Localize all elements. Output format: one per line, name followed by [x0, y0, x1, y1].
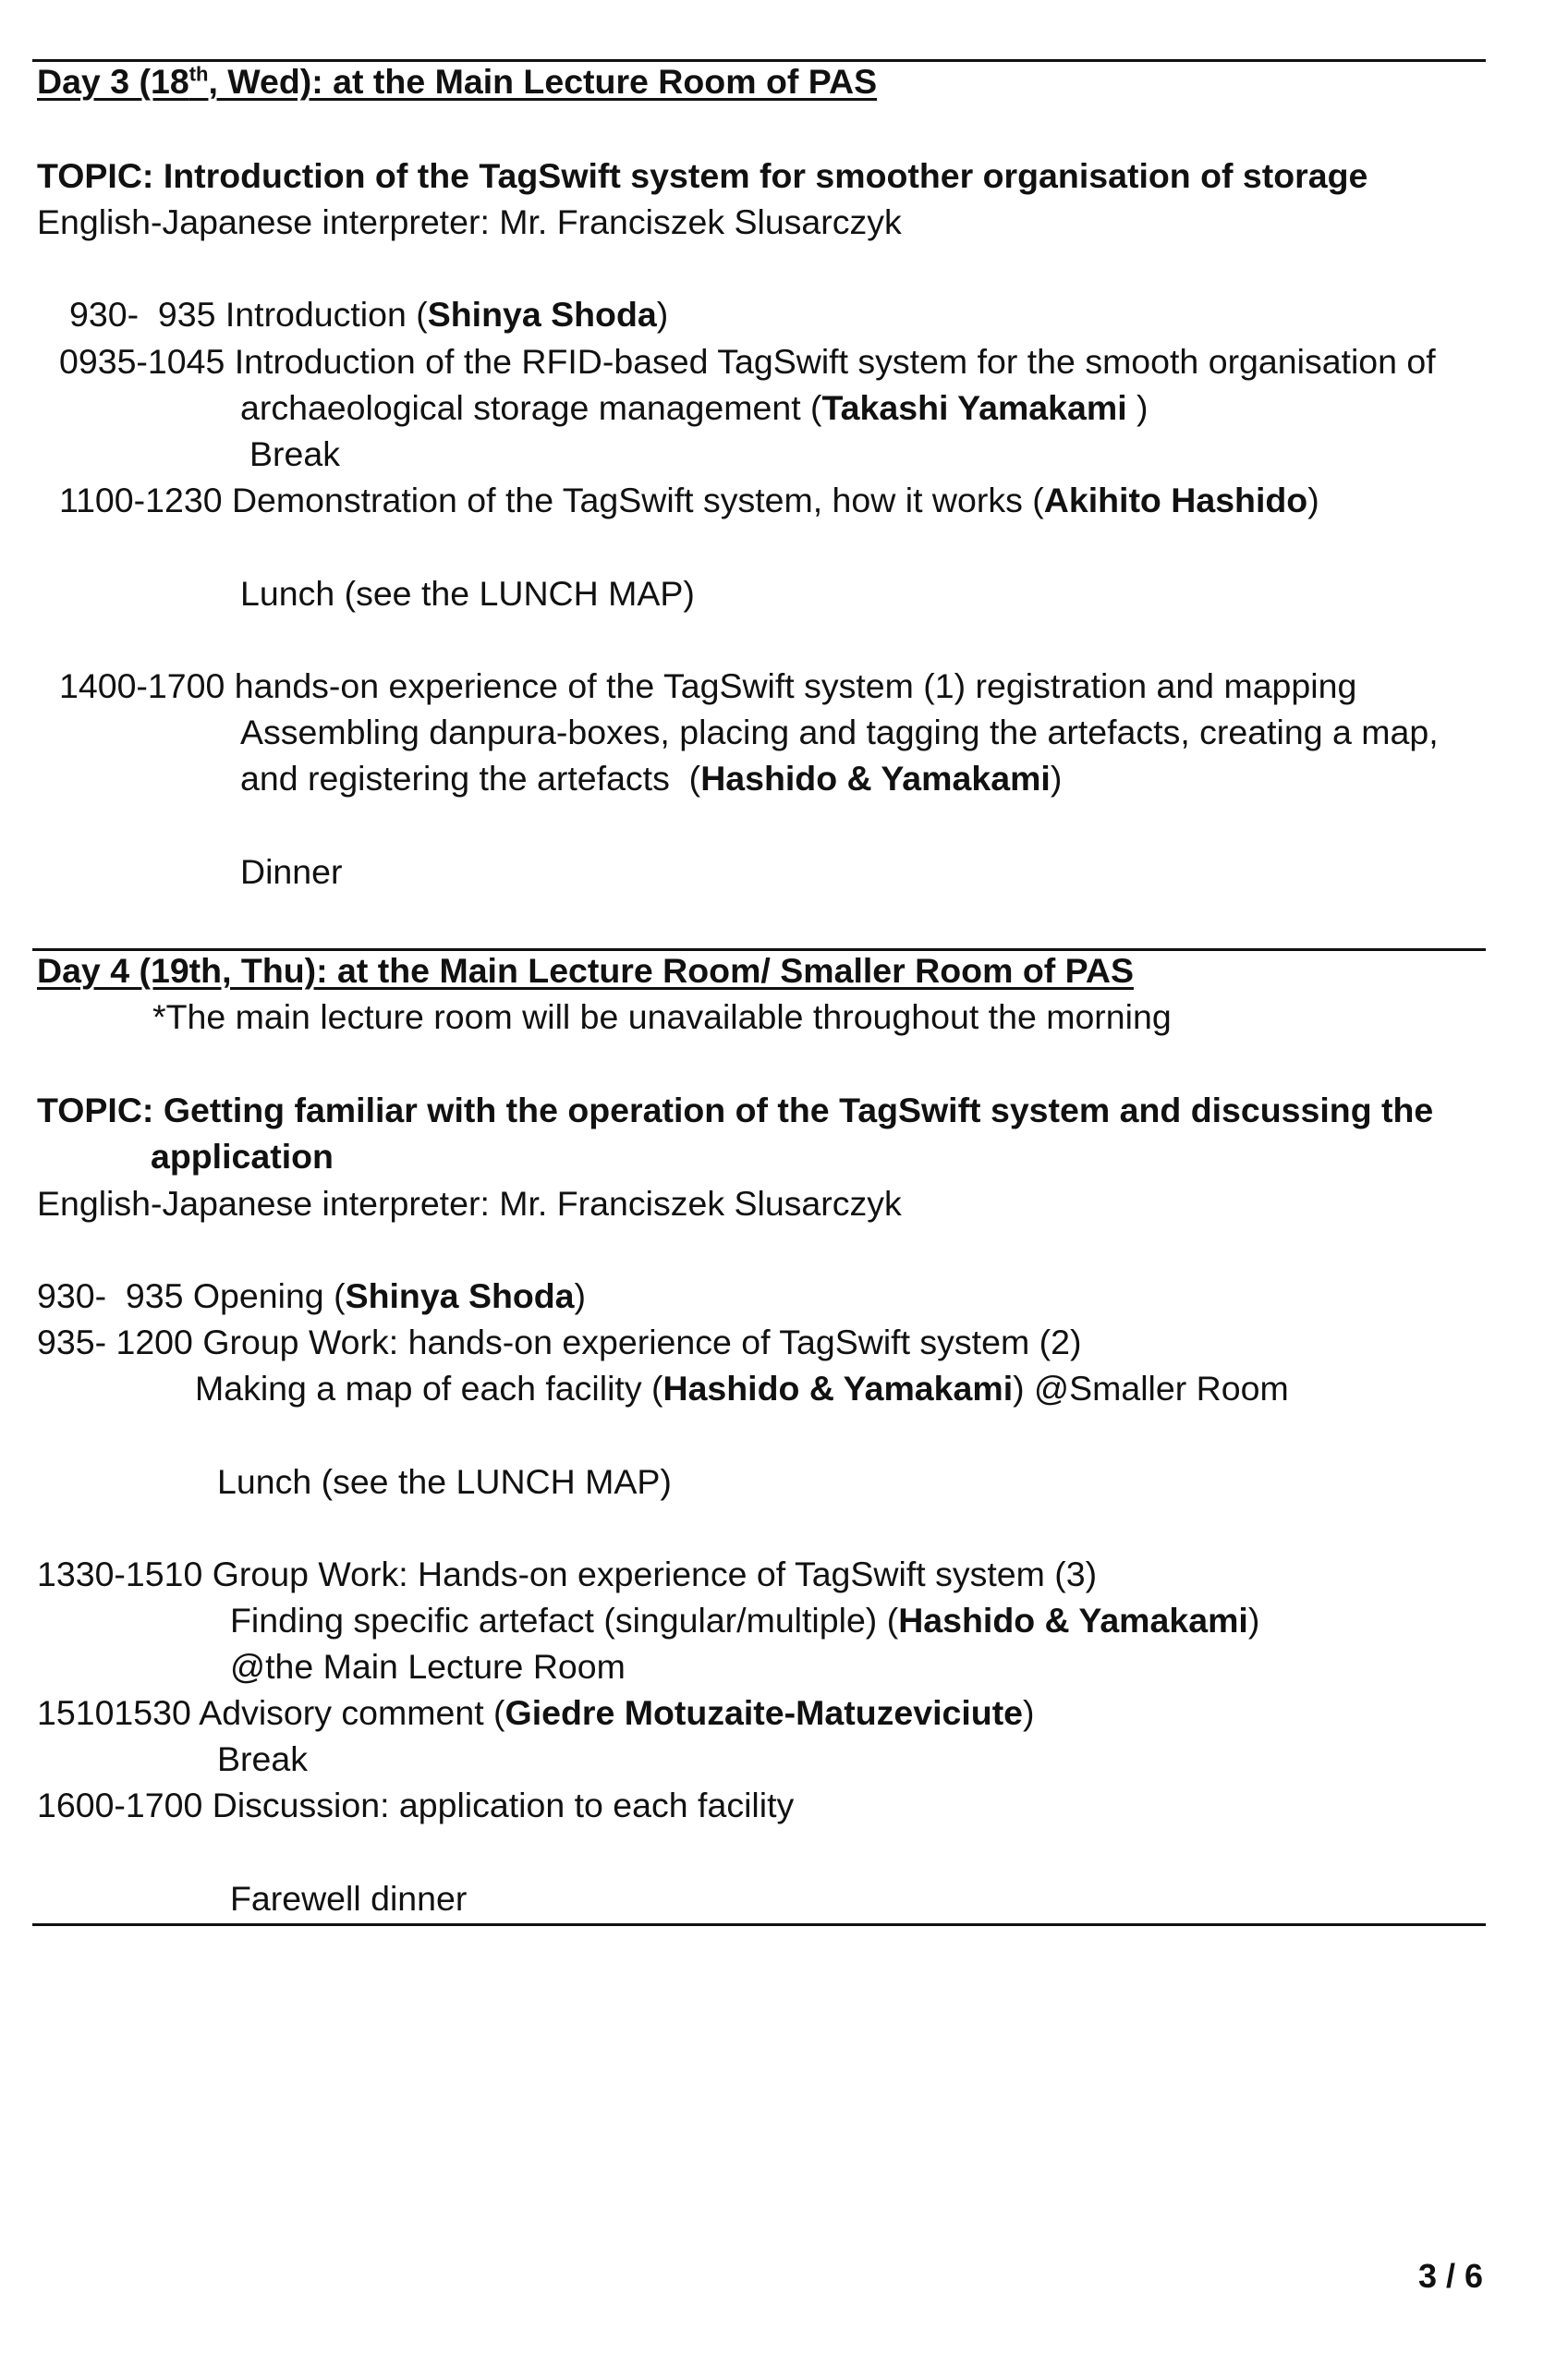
day4-item-advisory: 15101530 Advisory comment (Giedre Motuzaite-Matuzeviciute) — [37, 1693, 1035, 1732]
day3-item-handson: 1400-1700 hands-on experience of the TagSwift system (1) registration and mapping — [59, 666, 1357, 705]
day4-item-opening: 930- 935 Opening (Shinya Shoda) — [37, 1276, 587, 1315]
day4-break: Break — [217, 1739, 308, 1778]
day3-break: Break — [249, 434, 340, 473]
day3-dinner: Dinner — [240, 852, 343, 891]
bottom-rule — [32, 1923, 1486, 1926]
day3-item-rfid: 0935-1045 Introduction of the RFID-based TagSwift system for the smooth organisation of — [59, 342, 1436, 381]
day3-lunch: Lunch (see the LUNCH MAP) — [240, 574, 695, 613]
day4-item-groupwork3-cont2: @the Main Lecture Room — [230, 1647, 626, 1686]
day3-interpreter: English-Japanese interpreter: Mr. Franciszek Slusarczyk — [37, 202, 902, 241]
day3-item-handson-cont2: and registering the artefacts (Hashido & Yamakami) — [240, 759, 1063, 798]
day4-item-groupwork3-cont1: Finding specific artefact (singular/multiple) (Hashido & Yamakami) — [230, 1601, 1260, 1640]
day4-interpreter: English-Japanese interpreter: Mr. Franciszek Slusarczyk — [37, 1184, 902, 1223]
day3-item-rfid-cont: archaeological storage management (Takashi Yamakami ) — [240, 388, 1149, 427]
day4-item-groupwork3: 1330-1510 Group Work: Hands-on experience of TagSwift system (3) — [37, 1555, 1098, 1593]
day4-note: *The main lecture room will be unavailable throughout the morning — [152, 997, 1172, 1036]
day4-topic-line1: TOPIC: Getting familiar with the operation of the TagSwift system and discussing the — [37, 1091, 1434, 1129]
day4-item-groupwork2-cont: Making a map of each facility (Hashido & Yamakami) @Smaller Room — [195, 1369, 1289, 1408]
day4-item-discussion: 1600-1700 Discussion: application to each facility — [37, 1786, 795, 1824]
day4-lunch: Lunch (see the LUNCH MAP) — [217, 1462, 672, 1501]
day3-heading: Day 3 (18th, Wed): at the Main Lecture Room of PAS — [37, 62, 878, 101]
day4-topic-line2: application — [151, 1137, 334, 1176]
day4-item-groupwork2: 935- 1200 Group Work: hands-on experience of TagSwift system (2) — [37, 1323, 1082, 1361]
day4-heading: Day 4 (19th, Thu): at the Main Lecture Room/ Smaller Room of PAS — [37, 951, 1134, 990]
page-number: 3 / 6 — [1417, 2257, 1483, 2295]
day3-item-introduction: 930- 935 Introduction (Shinya Shoda) — [69, 295, 669, 334]
day3-topic: TOPIC: Introduction of the TagSwift system for smoother organisation of storage — [37, 156, 1368, 195]
day3-item-handson-cont1: Assembling danpura-boxes, placing and tagging the artefacts, creating a map, — [240, 713, 1439, 751]
day4-farewell: Farewell dinner — [230, 1879, 468, 1918]
day3-item-demo: 1100-1230 Demonstration of the TagSwift system, how it works (Akihito Hashido) — [59, 481, 1319, 519]
